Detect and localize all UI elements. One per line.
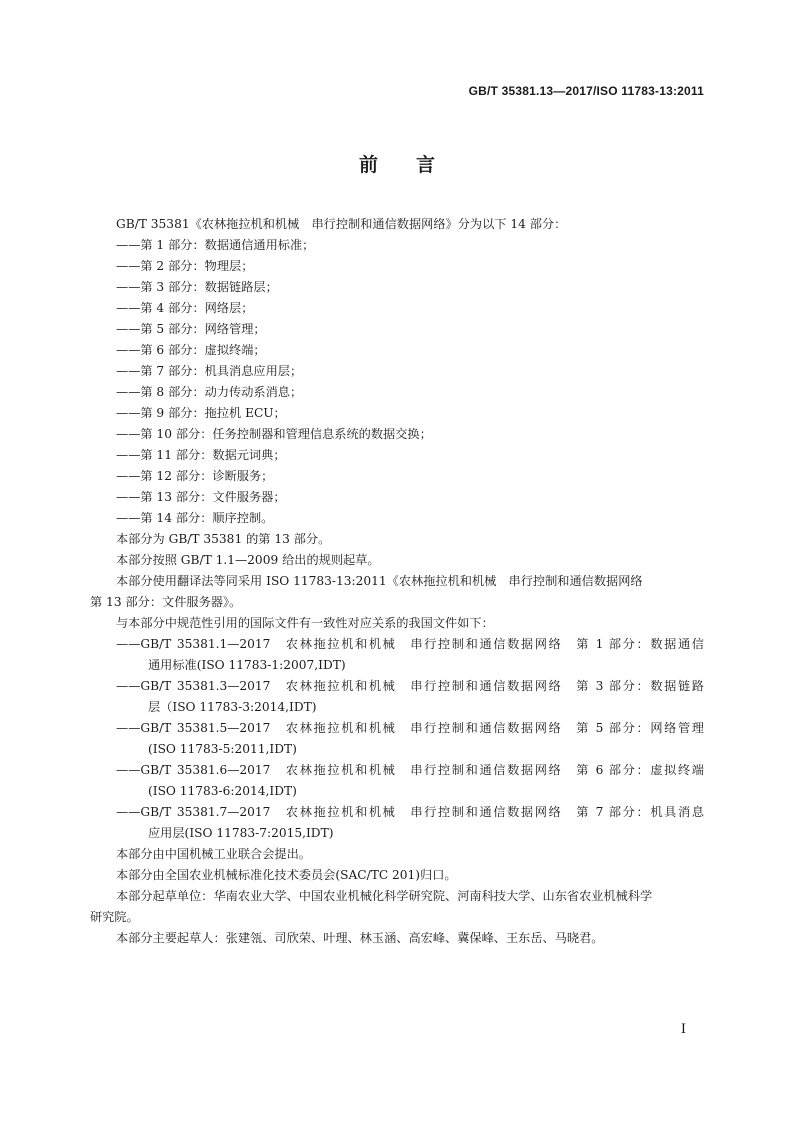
proposed-by-paragraph: 本部分由中国机械工业联合会提出。 — [116, 847, 311, 861]
list-item: ——第 10 部分：任务控制器和管理信息系统的数据交换； — [116, 427, 432, 441]
reference-line2: (ISO 11783-6:2014,IDT) — [148, 784, 297, 798]
list-item: ——第 1 部分：数据通信通用标准； — [116, 238, 315, 252]
list-item: ——第 13 部分：文件服务器； — [116, 490, 286, 504]
reference-item — [90, 760, 704, 802]
reference-line1: ——GB/T 35381.5—2017 农林拖拉机和机械 串行控制和通信数据网络 第 5 部分：网络管理 — [116, 721, 704, 735]
reference-item — [90, 718, 704, 760]
list-item: ——第 6 部分：虚拟终端； — [116, 343, 266, 357]
list-item: ——第 5 部分：网络管理； — [116, 322, 266, 336]
standard-number-header: GB/T 35381.13—2017/ISO 11783-13:2011 — [468, 84, 704, 98]
list-item: ——第 3 部分：数据链路层； — [116, 280, 278, 294]
list-item: ——第 11 部分：数据元词典； — [116, 448, 286, 462]
page-number: I — [680, 1022, 686, 1037]
intro-paragraph: GB/T 35381《农林拖拉机和机械 串行控制和通信数据网络》分为以下 14 部分： — [116, 217, 567, 231]
parts-list — [90, 235, 704, 529]
drafting-units-line1: 本部分起草单位：华南农业大学、中国农业机械化科学研究院、河南科技大学、山东省农业机械科学 — [116, 889, 653, 903]
page-title: 前 言 — [358, 154, 435, 176]
references-intro-paragraph: 与本部分中规范性引用的国际文件有一致性对应关系的我国文件如下： — [116, 616, 494, 630]
reference-line2: (ISO 11783-5:2011,IDT) — [148, 742, 297, 756]
list-item: ——第 12 部分：诊断服务； — [116, 469, 274, 483]
document-body — [90, 214, 704, 949]
reference-item — [90, 676, 704, 718]
drafting-rules-paragraph: 本部分按照 GB/T 1.1—2009 给出的规则起草。 — [116, 553, 380, 567]
list-item: ——第 9 部分：拖拉机 ECU； — [116, 406, 286, 420]
this-part-paragraph: 本部分为 GB/T 35381 的第 13 部分。 — [116, 532, 331, 546]
centralized-by-paragraph: 本部分由全国农业机械标准化技术委员会(SAC/TC 201)归口。 — [116, 868, 457, 882]
drafting-units-line2: 研究院。 — [90, 910, 139, 924]
reference-line1: ——GB/T 35381.3—2017 农林拖拉机和机械 串行控制和通信数据网络 第 3 部分：数据链路 — [116, 679, 704, 693]
list-item: ——第 2 部分：物理层； — [116, 259, 254, 273]
reference-line1: ——GB/T 35381.7—2017 农林拖拉机和机械 串行控制和通信数据网络 第 7 部分：机具消息 — [116, 805, 704, 819]
drafters-paragraph: 本部分主要起草人：张建瓴、司欣荣、叶理、林玉涵、高宏峰、冀保峰、王东岳、马晓君。 — [116, 931, 604, 945]
list-item: ——第 14 部分：顺序控制。 — [116, 511, 274, 525]
reference-item — [90, 802, 704, 844]
reference-line2: 层（ISO 11783-3:2014,IDT) — [148, 700, 317, 714]
reference-line1: ——GB/T 35381.1—2017 农林拖拉机和机械 串行控制和通信数据网络 第 1 部分：数据通信 — [116, 637, 704, 651]
reference-item — [90, 634, 704, 676]
list-item: ——第 8 部分：动力传动系消息； — [116, 385, 303, 399]
translation-paragraph-line2: 第 13 部分：文件服务器》。 — [90, 595, 242, 609]
reference-line2: 应用层(ISO 11783-7:2015,IDT) — [148, 826, 334, 840]
translation-paragraph-line1: 本部分使用翻译法等同采用 ISO 11783-13:2011《农林拖拉机和机械 串行控制和通信数据网络 — [116, 574, 643, 588]
list-item: ——第 7 部分：机具消息应用层； — [116, 364, 303, 378]
reference-line1: ——GB/T 35381.6—2017 农林拖拉机和机械 串行控制和通信数据网络 第 6 部分：虚拟终端 — [116, 763, 704, 777]
reference-line2: 通用标准(ISO 11783-1:2007,IDT) — [148, 658, 346, 672]
list-item: ——第 4 部分：网络层； — [116, 301, 254, 315]
